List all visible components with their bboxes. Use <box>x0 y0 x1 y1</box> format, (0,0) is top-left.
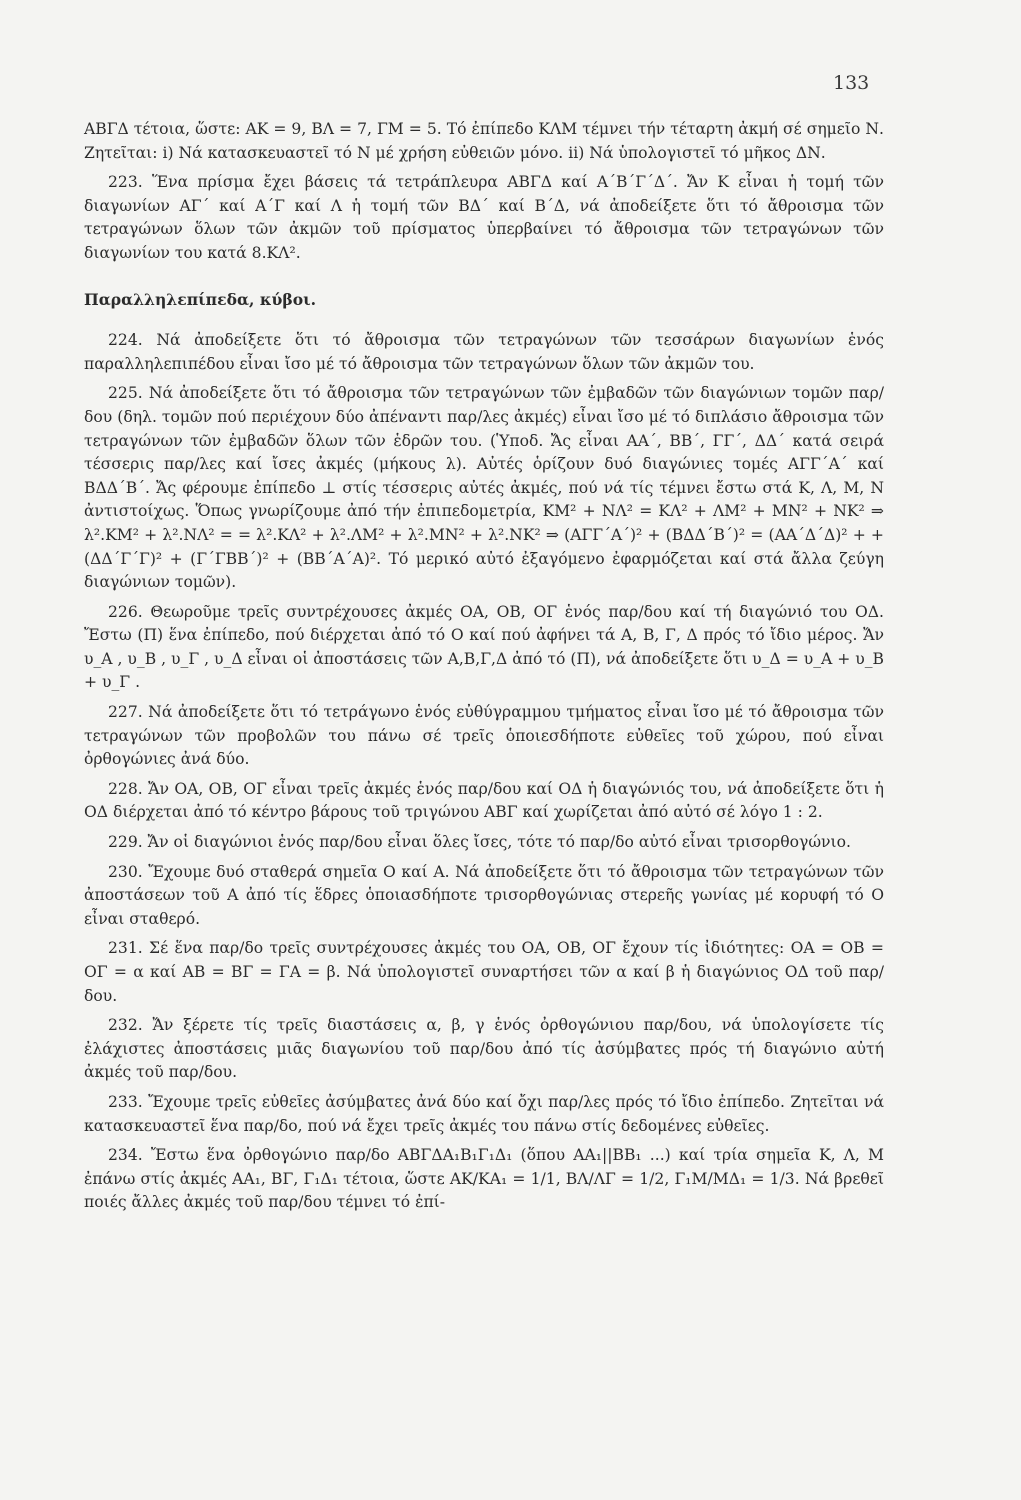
paragraph-continuation: ΑΒΓΔ τέτοια, ὥστε: ΑΚ = 9, ΒΛ = 7, ΓΜ = 5. Τό ἐπίπεδο ΚΛΜ τέμνει τήν τέταρτη ἀκμή σέ σημεῖο Ν. Ζητεῖται: i) Νά κατασκευαστεῖ τό Ν μέ χρήση εὐθειῶν μόνο. ii) Νά ὑπολογιστεῖ τό μῆκος ΔΝ. <box>84 120 884 162</box>
section-heading: Παραλληλεπίπεδα, κύβοι. <box>84 289 317 309</box>
exercise-229: 229. Ἄν οἱ διαγώνιοι ἑνός παρ/δου εἶναι ὅλες ἴσες, τότε τό παρ/δο αὐτό εἶναι τρισορθογώνιο. <box>108 833 851 852</box>
exercise-226: 226. Θεωροῦμε τρεῖς συντρέχουσες ἀκμές ΟΑ, ΟΒ, ΟΓ ἑνός παρ/δου καί τή διαγώνιό του ΟΔ. Ἔστω (Π) ἕνα ἐπίπεδο, πού διέρχεται ἀπό τό Ο καί πού ἀφήνει τά Α, Β, Γ, Δ πρός τό ἴδιο μέρος. Ἄν υ_Α , υ_Β , υ_Γ , υ_Δ εἶναι οἱ ἀποστάσεις τῶν Α,Β,Γ,Δ ἀπό τό (Π), νά ἀποδείξετε ὅτι υ_Δ = υ_Α + υ_Β + υ_Γ . <box>84 602 884 692</box>
exercise-228: 228. Ἄν ΟΑ, ΟΒ, ΟΓ εἶναι τρεῖς ἀκμές ἑνός παρ/δου καί ΟΔ ἡ διαγώνιός του, νά ἀποδείξετε ὅτι ἡ ΟΔ διέρχεται ἀπό τό κέντρο βάρους τοῦ τριγώνου ΑΒΓ καί χωρίζεται ἀπό αὐτό σέ λόγο 1 : 2. <box>84 779 884 822</box>
exercise-225: 225. Νά ἀποδείξετε ὅτι τό ἄθροισμα τῶν τετραγώνων τῶν ἐμβαδῶν τῶν διαγώνιων τομῶν παρ/δου (δηλ. τομῶν πού περιέχουν δύο ἀπέναντι παρ/λες ἀκμές) εἶναι ἴσο μέ τό διπλάσιο ἄθροισμα τῶν τετραγώνων τῶν ἐμβαδῶν ὅλων τῶν ἑδρῶν του. (Ὑποδ. Ἄς εἶναι ΑΑ΄, ΒΒ΄, ΓΓ΄, ΔΔ΄ κατά σειρά τέσσερις παρ/λες καί ἴσες ἀκμές (μήκους λ). Αὐτές ὁρίζουν δυό διαγώνιες τομές ΑΓΓ΄Α΄ καί ΒΔΔ΄Β΄. Ἄς φέρουμε ἐπίπεδο ⊥ στίς τέσσερις αὐτές ἀκμές, πού νά τίς τέμνει ἔστω στά Κ, Λ, Μ, Ν ἀντιστοίχως. Ὅπως γνωρίζουμε ἀπό τήν ἐπιπεδομετρία, ΚΜ² + ΝΛ² = ΚΛ² + ΛΜ² + ΜΝ² + ΝΚ² ⇒ λ².ΚΜ² + λ².ΝΛ² = = λ².ΚΛ² + λ².ΛΜ² + λ².ΜΝ² + λ².ΝΚ² ⇒ (ΑΓΓ΄Α΄)² + (ΒΔΔ΄Β΄)² = (ΑΑ΄Δ΄Δ)² + + (ΔΔ΄Γ΄Γ)² + (Γ΄ΓΒΒ΄)² + (ΒΒ΄Α΄Α)². Τό μερικό αὐτό ἐξαγόμενο ἐφαρμόζεται καί στά ἄλλα ζεύγη διαγώνιων τομῶν). <box>84 384 884 592</box>
exercise-224: 224. Νά ἀποδείξετε ὅτι τό ἄθροισμα τῶν τετραγώνων τῶν τεσσάρων διαγωνίων ἑνός παραλληλεπιπέδου εἶναι ἴσο μέ τό ἄθροισμα τῶν τετραγώνων ὅλων τῶν ἀκμῶν του. <box>84 331 884 373</box>
page-number: 133 <box>833 72 870 94</box>
exercise-231: 231. Σέ ἕνα παρ/δο τρεῖς συντρέχουσες ἀκμές του ΟΑ, ΟΒ, ΟΓ ἔχουν τίς ἰδιότητες: ΟΑ = ΟΒ = ΟΓ = α καί ΑΒ = ΒΓ = ΓΑ = β. Νά ὑπολογιστεῖ συναρτήσει τῶν α καί β ἡ διαγώνιος ΟΔ τοῦ παρ/δου. <box>84 939 884 1005</box>
exercise-230: 230. Ἔχουμε δυό σταθερά σημεῖα Ο καί Α. Νά ἀποδείξετε ὅτι τό ἄθροισμα τῶν τετραγώνων τῶν ἀποστάσεων τοῦ Α ἀπό τίς ἕδρες ὁποιασδήποτε τρισορθογώνιας στερεῆς γωνίας μέ κορυφή τό Ο εἶναι σταθερό. <box>84 862 884 928</box>
exercise-227: 227. Νά ἀποδείξετε ὅτι τό τετράγωνο ἑνός εὐθύγραμμου τμήματος εἶναι ἴσο μέ τό ἄθροισμα τῶν τετραγώνων τῶν προβολῶν του πάνω σέ τρεῖς ὁποιεσδήποτε εὐθεῖες τοῦ χώρου, πού εἶναι ὀρθογώνιες ἀνά δύο. <box>84 703 884 769</box>
page-body <box>84 118 884 1215</box>
exercise-232: 232. Ἄν ξέρετε τίς τρεῖς διαστάσεις α, β, γ ἑνός ὀρθογώνιου παρ/δου, νά ὑπολογίσετε τίς ἐλάχιστες ἀποστάσεις μιᾶς διαγωνίου τοῦ παρ/δου ἀπό τίς ἀσύμβατες πρός τή διαγώνιο αὐτή ἀκμές τοῦ παρ/δου. <box>84 1016 884 1082</box>
exercise-223: 223. Ἕνα πρίσμα ἔχει βάσεις τά τετράπλευρα ΑΒΓΔ καί Α΄Β΄Γ΄Δ΄. Ἄν Κ εἶναι ἡ τομή τῶν διαγωνίων ΑΓ΄ καί Α΄Γ καί Λ ἡ τομή τῶν ΒΔ΄ καί Β΄Δ, νά ἀποδείξετε ὅτι τό ἄθροισμα τῶν τετραγώνων ὅλων τῶν ἀκμῶν τοῦ πρίσματος ὑπερβαίνει τό ἄθροισμα τῶν τετραγώνων τῶν διαγωνίων του κατά 8.ΚΛ². <box>84 173 884 262</box>
exercise-234: 234. Ἔστω ἕνα ὀρθογώνιο παρ/δο ΑΒΓΔΑ₁Β₁Γ₁Δ₁ (ὅπου ΑΑ₁||ΒΒ₁ ...) καί τρία σημεῖα Κ, Λ, Μ ἐπάνω στίς ἀκμές ΑΑ₁, ΒΓ, Γ₁Δ₁ τέτοια, ὥστε ΑΚ/ΚΑ₁ = 1/1, ΒΛ/ΛΓ = 1/2, Γ₁Μ/ΜΔ₁ = 1/3. Νά βρεθεῖ ποιές ἄλλες ἀκμές τοῦ παρ/δου τέμνει τό ἐπί- <box>84 1146 884 1212</box>
exercise-233: 233. Ἔχουμε τρεῖς εὐθεῖες ἀσύμβατες ἀνά δύο καί ὄχι παρ/λες πρός τό ἴδιο ἐπίπεδο. Ζητεῖται νά κατασκευαστεῖ ἕνα παρ/δο, πού νά ἔχει τρεῖς ἀκμές του πάνω στίς δεδομένες εὐθεῖες. <box>84 1092 884 1135</box>
